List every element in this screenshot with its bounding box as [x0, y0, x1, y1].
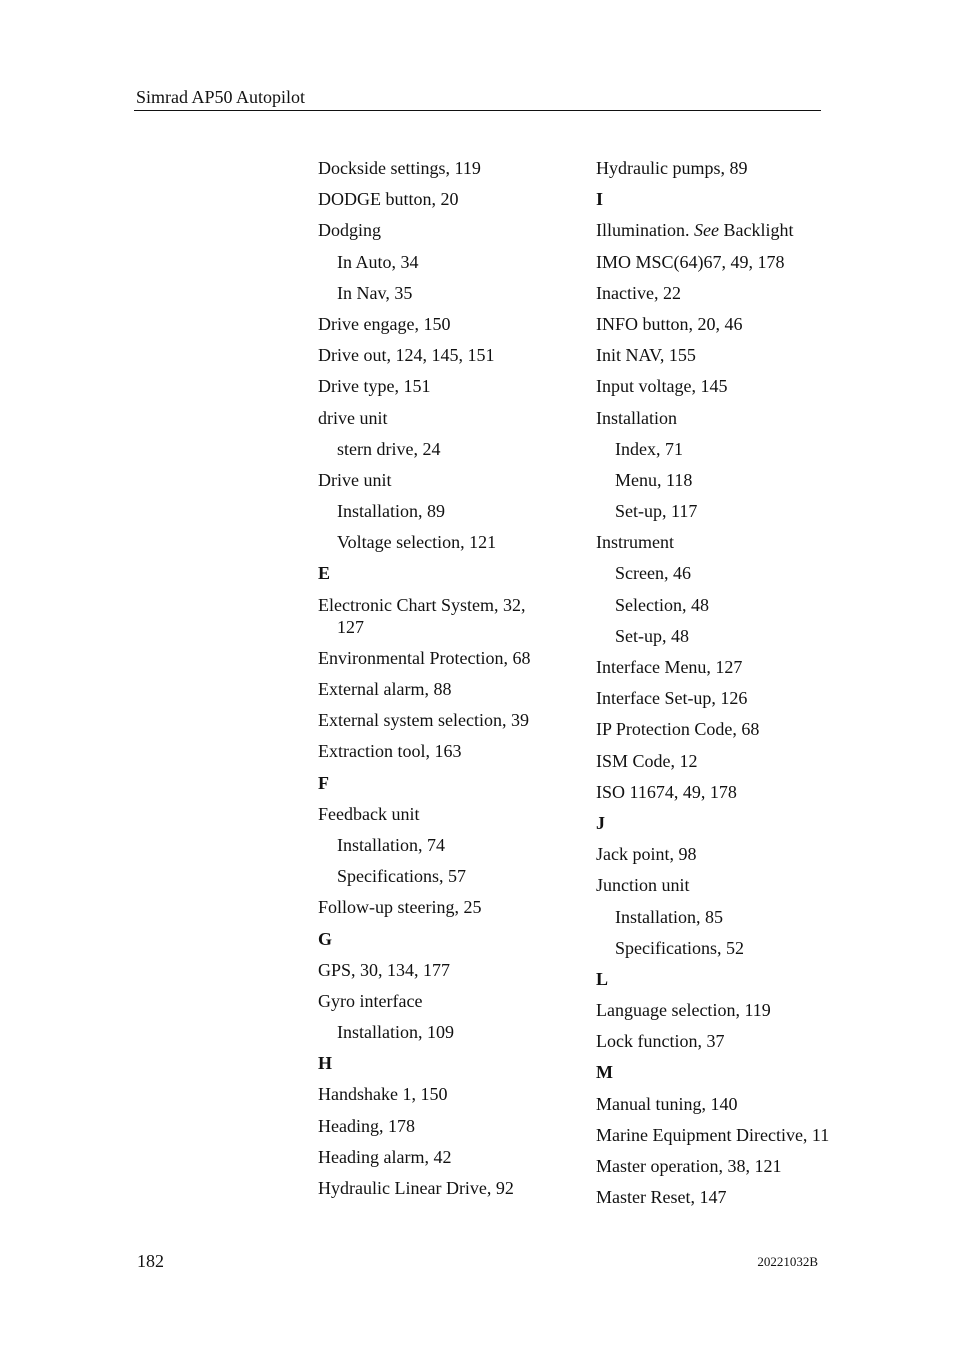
index-entry: Language selection, 119 [596, 1000, 771, 1021]
index-entry: Junction unit [596, 875, 690, 896]
index-letter-heading: H [318, 1053, 333, 1074]
see-reference: See [694, 220, 719, 241]
index-subentry: Screen, 46 [615, 563, 691, 584]
index-subentry: Specifications, 57 [337, 866, 466, 887]
index-entry: Follow-up steering, 25 [318, 897, 482, 918]
index-subentry: Index, 71 [615, 438, 683, 459]
index-subentry: Voltage selection, 121 [337, 532, 497, 553]
index-entry: External alarm, 88 [318, 679, 452, 699]
index-subentry: Specifications, 52 [615, 937, 744, 958]
index-entry: Hydraulic Linear Drive, 92 [318, 1178, 514, 1198]
index-entry: Input voltage, 145 [596, 376, 728, 397]
index-entry: Manual tuning, 140 [596, 1093, 738, 1114]
index-entry: Drive engage, 150 [318, 313, 451, 334]
see-target: Backlight [718, 220, 794, 241]
index-entry: Handshake 1, 150 [318, 1084, 448, 1105]
index-entry: External system selection, 39 [318, 710, 529, 731]
index-entry [596, 219, 832, 241]
index-letter-heading: F [318, 772, 329, 793]
index-subentry: In Nav, 35 [337, 282, 413, 303]
index-column-left [318, 157, 554, 1208]
index-column-right [596, 157, 832, 1217]
document-number: 20221032B [757, 1254, 818, 1269]
index-entry: Installation [596, 407, 677, 428]
index-entry: Drive type, 151 [318, 376, 431, 397]
index-entry: Extraction tool, 163 [318, 741, 462, 762]
index-entry: Jack point, 98 [596, 844, 697, 865]
index-entry: Master Reset, 147 [596, 1187, 727, 1208]
index-subentry: In Auto, 34 [337, 251, 419, 272]
index-letter-heading: G [318, 928, 333, 949]
index-entry: GPS, 30, 134, 177 [318, 959, 451, 980]
index-entry: drive unit [318, 407, 388, 428]
index-subentry: stern drive, 24 [337, 438, 441, 459]
index-entry: Dodging [318, 220, 381, 241]
index-entry: Gyro interface [318, 990, 423, 1011]
index-entry: INFO button, 20, 46 [596, 313, 743, 334]
index-subentry: Menu, 118 [615, 469, 693, 490]
index-entry: IP Protection Code, 68 [596, 719, 760, 740]
index-entry: Electronic Chart System, 32, 127 [318, 594, 526, 637]
index-entry: Heading, 178 [318, 1115, 415, 1136]
index-subentry: Installation, 89 [337, 501, 445, 522]
index-subentry: Set-up, 48 [615, 625, 689, 646]
index-subentry: Installation, 109 [337, 1022, 454, 1043]
index-subentry: Selection, 48 [615, 594, 709, 615]
page-number: 182 [137, 1251, 164, 1271]
index-entry: Feedback unit [318, 803, 420, 824]
index-entry: Instrument [596, 532, 674, 553]
index-entry: ISM Code, 12 [596, 750, 698, 771]
index-entry: Interface Menu, 127 [596, 657, 743, 677]
index-entry: Lock function, 37 [596, 1031, 725, 1052]
index-entry: ISO 11674, 49, 178 [596, 781, 737, 802]
index-subentry: Installation, 85 [615, 906, 723, 927]
index-entry: Master operation, 38, 121 [596, 1156, 782, 1176]
index-entry: Dockside settings, 119 [318, 158, 481, 178]
index-entry: DODGE button, 20 [318, 189, 459, 210]
index-entry: Drive out, 124, 145, 151 [318, 345, 495, 366]
index-entry: IMO MSC(64)67, 49, 178 [596, 251, 785, 272]
index-letter-heading: I [596, 189, 604, 210]
index-letter-heading: M [596, 1062, 613, 1083]
index-entry: Hydraulic pumps, 89 [596, 158, 748, 178]
index-entry: Environmental Protection, 68 [318, 647, 531, 668]
index-entry: Init NAV, 155 [596, 345, 696, 366]
index-entry: Marine Equipment Directive, 11 [596, 1124, 830, 1145]
running-header: Simrad AP50 Autopilot [136, 87, 306, 107]
index-letter-heading: E [318, 563, 331, 584]
index-entry: Heading alarm, 42 [318, 1146, 452, 1167]
header-rule [134, 110, 821, 111]
index-entry: Drive unit [318, 469, 392, 490]
index-subentry: Set-up, 117 [615, 501, 698, 522]
index-subentry: Installation, 74 [337, 834, 445, 855]
index-entry: Inactive, 22 [596, 282, 681, 303]
index-entry-term: Illumination. [596, 220, 694, 241]
index-letter-heading: L [596, 968, 609, 989]
index-entry: Interface Set-up, 126 [596, 688, 748, 709]
index-letter-heading: J [596, 812, 605, 833]
